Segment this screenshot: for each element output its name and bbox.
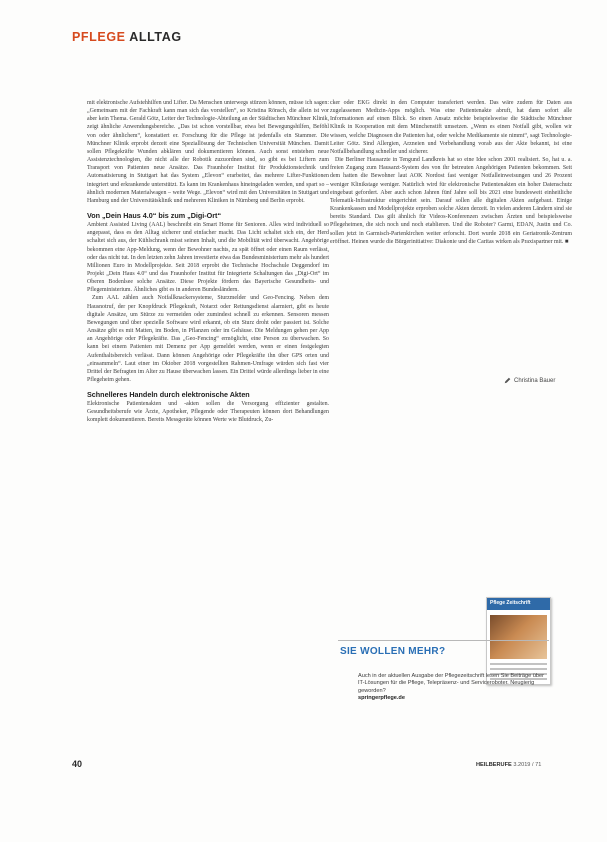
cover-line [490, 663, 547, 665]
promo-text [358, 673, 548, 703]
magazine-name: HEILBERUFE [476, 762, 512, 768]
end-mark: ■ [564, 238, 569, 245]
cover-photo [490, 615, 547, 659]
cover-title: Pflege Zeitschrift [490, 600, 531, 606]
paragraph: Elektronische Patientenakten und -akten sollen die Versorgung effizienter gestalten. Gesundheitsberufe wie Ärzte, Apotheker, Pflegende oder Therapeuten können dort Behandlungen komplett dokumentieren. Bereits Messgeräte können Werte wie Blutdruck, Zu- [87, 401, 329, 424]
author-name: Christina Bauer [514, 377, 556, 384]
article-column-right [330, 99, 572, 246]
article-column-left [87, 99, 329, 425]
cover-line [490, 668, 547, 670]
section-header [72, 30, 182, 44]
promo-link[interactable]: springerpflege.de [358, 695, 405, 702]
magazine-cover-thumbnail [486, 597, 551, 685]
paragraph: Zum AAL zählen auch Notfallknackersysteme, Sturzmelder und Geo-Fencing. Neben dem Hausnotruf, der per Knopfdruck Pflegekraft, Notarzt oder Rettungsdienst alarmiert, gibt es heute digitale Ansätze, um Stürze zu vermeiden oder zumindest schnell zu erkennen. Sensoren messen Bewegungen und über spezielle Software wird erkannt, ob ein Sturz droht oder passiert ist. Solche Ansätze gibt es mit Matten, im Boden, in Pflanzen oder im Gehäuse. Die Meldungen gehen per App an Angehörige oder Pflegekräfte. Das „Geo-Fencing“ ermöglicht, eine Person zu überwachen. So kann bei einem Patienten mit Demenz per App gemeldet werden, wenn er einen festgelegten Aufenthaltsbereich verlässt. Dann können Angehörige oder Pflegekräfte ihn über GPS orten und „einsammeln“. Laut einer im Oktober 2018 vorgestellten Rahmen-Umfrage würden sich fast vier Drittel der Befragten im Alter zu Hause überwachen lassen. Ein Drittel würde allerdings lieber in eine Pflegeheim gehen. [87, 295, 329, 383]
paragraph: cker oder EKG direkt in den Computer transferiert werden. Das wäre zudem für Daten aus zugelassenen Medizin-Apps möglich. Was eine Patientenakte abruft, hat dann sofort alle Informationen auf einen Blick. So einen Ansatz möchte beispielsweise die Städtische Münchner Klinik in Kooperation mit dem Münchenstift umsetzen. „Wenn es einen Notfall gibt, wollen wir wissen, welche Diagnosen die Patienten hat, oder welche Medikamente sie nimmt“, sagt Technologie-Leiter Götz. Sind Allergien, Arzneien und Vorbehandlung vorab aus der Akte bekannt, ist eine Notfallbehandlung schneller und sicherer. [330, 100, 572, 155]
page-number: 40 [72, 759, 83, 769]
paragraph-text: Die Berliner Hausarzte in Tengund Landkreis hat so eine Idee schon 2001 realisiert. So, hat u. a. freien Zugang zum Hausarzt-System des von ihr betreuten Angehörigen Patienten bekommen. Seit dem hatten die Bewohner laut AOK Nordost fast weniger Notfalleinweisungen und 26 Prozent weniger Klinikstage weniger. Natürlich wird für elektronische Patientenakten ein hoher Datenschutz eingebaut gefordert. Aber auch schon Jahren fünf Jahre soll bis 2021 eine bundesweit einheitliche Telematik-Infrastruktur eingerichtet sein. Darauf sollen alle digitalen Akten aufgebaut. Einige Krankenkassen und Modellprojekte erproben solche Akten derzeit. In vielen anderen Ländern sind sie bereits Standard. Das gilt ähnlich für Videos-Konferenzen zwischen Ärzten und beispielsweise Pflegeheimen, die sich noch und noch etablieren. Und die Roboter? Garmi, EDAN, Justin und Co. sollen jetzt in Garmisch-Partenkirchen weiter erforscht. Dort wurde 2018 ein Geriatronik-Zentrum eröffnet. Heinen wurde die Bürgerinitiative: Diakonie und die Caritas wirken als Praxispartner mit. [330, 157, 572, 245]
section-header-rest: ALLTAG [125, 30, 182, 44]
promo-body: Auch in der aktuellen Ausgabe der Pflegezeitschrift lesen Sie Beiträge über IT-Lösungen für die Pflege, Telepräsenz- und Serviceroboter. Neugierig geworden? [358, 673, 544, 694]
subheading-dein-haus: Von „Dein Haus 4.0“ bis zum „Digi-Ort“ [87, 211, 222, 221]
section-header-accent: PFLEGE [72, 30, 126, 44]
pen-icon [504, 377, 511, 384]
issue-number: 3.2019 / 71 [513, 762, 542, 768]
promo-title: SIE WOLLEN MEHR? [340, 646, 446, 657]
paragraph: Ambient Assisted Living (AAL) beschreibt ein Smart Home für Senioren. Alles wird individuell so angepasst, dass es den Alltag sicherer und einfacher macht. Das Licht schaltet sich ein, der Herd schaltet sich aus, der Kühlschrank misst seinen Inhalt, und die Mobilität wird überwacht. Angehörige bekommen eine App-Meldung, wenn der Bewohner nachts, zu spät öffnet oder einen Raum verlässt, oder das nicht tut. In den letzten zehn Jahren investierte etwa das Bundesministerium mehr als hundert Millionen Euro in Modellprojekte. Seit 2018 erprobt die Technische Hochschule Deggendorf im Projekt „Dein Haus 4.0“ und das Fraunhofer Institut für Integrierte Schaltungen das „Digi-Ort“ im Oberen Bodenlsee solche Ansätze. Diese Projekte fördern das Bayerische Gesundheits- und Pflegeministerium. Ähnliches gibt es in anderen Bundesländern. [87, 222, 329, 294]
author-credit [504, 377, 555, 384]
footer-magazine [476, 762, 541, 768]
subheading-elektronische-akten: Schnelleres Handeln durch elektronische Akten [87, 390, 250, 400]
paragraph-final [330, 156, 572, 246]
paragraph: mit elektronische Aufstehhilfen und Lifter. Da Menschen unterwegs stürzen können, müsse ich sagen: „Gemeinsam mit der Fachkraft kann man sich das vorstellen“, so Kristina Rönsch, die allein ist vor aber kein Thema. Gerald Götz, Leiter der Technologie-Abteilung an der Städtischen Münchner Klinik, zeigt ähnliche Anwendungsbereiche. „Das ist schon vorstellbar, etwa bei Bewegungshilfen, Beföhl von oder ähnlichem“, konstatiert er. Forschung für die Pflege ist jedenfalls ein Stammer. Die Münchner Klinik erprobt derzeit eine Speziallösung der Technischen Universität München. Damit sollen Pflegekräfte Wunden abklären und dokumentieren können. Auch sonst entstehen neue Assistenztechnologien, die nicht alle der Robotik zuzuordnen sind, so gibt es bei Liftern zum Transport von Patienten neue Ansätze. Das Fraunhofer Institut für Produktionstechnik und Automatisierung in Stuttgart hat das System „Elevon“ erarbeitet, das mehrere Lifter-Funktionen integriert und erkrankende unterstützt. Es kann im Krankenhaus hineingeladen werden, und spart so – ähnlich modernen Materialwagen – weite Wege. „Elevon“ wird mit den Universitäten in Stuttgart und Hamburg und der Universitätsklinik und mehreren Kliniken in Nürnberg und Berlin erprobt. [87, 100, 329, 204]
promo-divider [338, 640, 549, 641]
